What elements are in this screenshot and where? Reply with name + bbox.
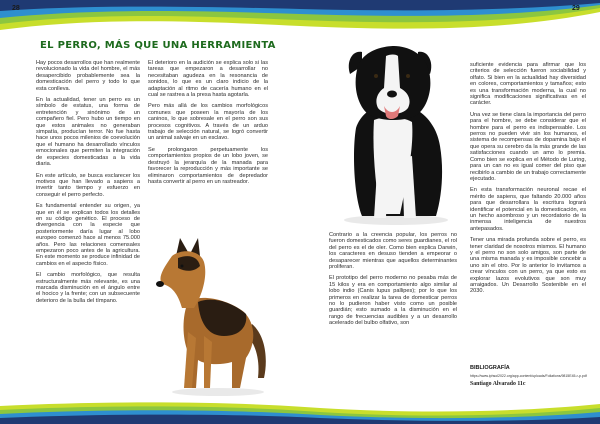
bibliography-link[interactable]: https://www.iphsol2022.org/app-content/uploads/Foliations/9815E45-r-p.pdf — [470, 374, 587, 378]
paragraph: Hay pocos desarrollos que han realmente revolucionado la vida del hombre, el más desapercibido probablemente sea la domesticación del perro y todo lo que esta conlleva. — [36, 60, 140, 92]
paragraph: En la actualidad, tener un perro es un símbolo de estatus, una forma de entretención y sinónimo de un compañero fiel. Pero hubo un tiempo en que estos animales no generaban simpatía, producían terror. No fue hasta hace unos pocos milenios de coevolución que el humano ha desarrollado vínculos emocionales que permiten la integración de especies domesticadas a la vida diaria. — [36, 97, 140, 168]
top-decorative-band — [0, 0, 600, 40]
page-number-left: 28 — [12, 5, 20, 12]
text-column-2 — [148, 60, 268, 190]
author-name: Santiago Alvarado 11c — [470, 381, 526, 388]
paragraph: El deterioro en la audición se explica solo si las tareas que empezaron a desarrollar no necesitaban agudeza en la resonancia de sonidos, lo que es un claro indicio de la adaptación al ritmo de cacería humano en el cual se rastrea a la presa hasta agotarla. — [148, 60, 268, 99]
text-column-3 — [329, 232, 457, 332]
paragraph: Una vez se tiene clara la importancia del perro para el hombre, se debe considerar que el hombre para el perro es indispensable. Los perros no pueden vivir sin los humanos, el sistema de recompensas de dopamina bajo el que opera su cerebro da la más grande de las satisfacciones cuando un amo lo premia. Como bien se explica en el Método de Luring, para un can no es igual comer del piso que recibirlo a cambio de un trabajo correctamente ejecutado. — [470, 111, 586, 182]
bottom-decorative-band — [0, 400, 600, 424]
paragraph: Tener una mirada profunda sobre el perro, es tener claridad de nosotros mismos. El humano y el perro no son solo amigos, son parte de una misma manada y es imposible concebir a uno sin el otro. Por lo anterior lo invitamos a crear vínculos con un perro, ya que esto es explorar lazos evolutivos que son muy arraigados. Un Desarrollo Sostenible en el 2030. — [470, 237, 586, 295]
bibliography — [470, 365, 590, 387]
paragraph: El prototipo del perro moderno no pesaba más de 15 kilos y era en comportamiento algo similar al lobo indio (Canis lupus pallipes); por lo que los primeros en realizar la tarea de domesticar perros no lo pudieron haber visto como un posible guardián; esto sumado a la disminución en el rango de frecuencias audibles y a un desarrollo acelerado del bulbo olfativo, son — [329, 275, 457, 327]
paragraph: Pero más allá de los cambios morfológicos comunes que poseen la mayoría de los caninos, lo que sobresale en el perro son sus procesos cognitivos. A través de un arduo trabajo de selección natural, se logró convertir un animal salvaje en un esclavo. — [148, 103, 268, 142]
paragraph: El cambio morfológico, que resulta estructuralmente más relevante, es una marcada disminución en el ángulo entre el hocico y la frente; con un subsecuente deterioro de la bulla del tímpano. — [36, 272, 140, 304]
paragraph: En esta transformación neuronal recae el mérito de sapiens, que faltando 20.000 años para que desarrollara la escritura logrará identificar el potencial en la domesticación, es un hecho asombroso y un recordatorio de la inmensa inteligencia de nuestros antepasados. — [470, 187, 586, 232]
paragraph: En este artículo, se busca esclarecer los motivos que han llevado a sapiens a invertir tanto tiempo y esfuerzo en conseguir el perro perfecto. — [36, 172, 140, 198]
bibliography-title: BIBLIOGRAFÍA — [470, 365, 510, 371]
paragraph: Se prolongaron perpetuamente los comportamientos propios de un lobo joven, se destruyó la jerarquía de la manada para favorecer la reproducción y más importante se eliminaron comportamientos de depredador hasta convertir al perro en un rastreador. — [148, 146, 268, 185]
paragraph: Contrario a la creencia popular, los perros no fueron domesticados como seres guardianes, el rol del perro es el de oler. Como bien explica Darwin, los caracteres en desuso tienden a empeorar o desaparecer mientras que aquellos determinantes proliferan. — [329, 232, 457, 271]
page-number-right: 29 — [572, 5, 580, 12]
text-column-4 — [470, 62, 586, 300]
text-column-1 — [36, 60, 140, 309]
paragraph: Es fundamental entender su origen, ya que en él se explican todos los detalles en su código genético. El proceso de divergencia con la especie que posteriormente daría lugar al lobo europeo comenzó hace al menos 75.000 años. Pero las relaciones comensales empezaron poco antes de la agricultura. En este momento se produce infinidad de cambios en el aspecto físico. — [36, 203, 140, 267]
border-collie-image — [322, 36, 468, 228]
article-title: EL PERRO, MÁS QUE UNA HERRAMIENTA — [40, 40, 276, 51]
paragraph: suficiente evidencia para afirmar que los criterios de selección fueron sociabilidad y olfato. Si bien en la actualidad hay diversidad en colores, comportamientos y tamaños; esto es una transformación moderna, la cual no significa modificaciones significativas en el carácter. — [470, 62, 586, 107]
german-shepherd-image — [148, 232, 276, 400]
